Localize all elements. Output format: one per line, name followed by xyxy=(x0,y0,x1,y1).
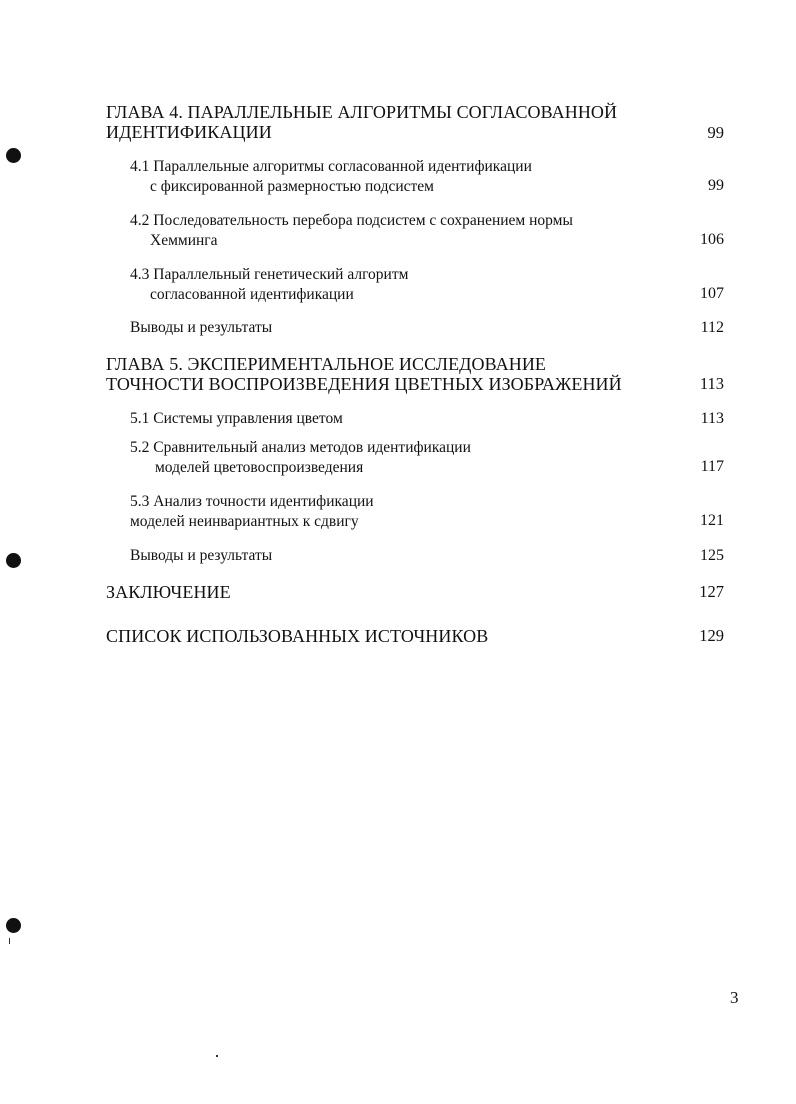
toc-conclusion-page: 127 xyxy=(699,582,724,601)
toc-section-4-2-page: 106 xyxy=(700,231,724,248)
toc-section-5-2-page: 117 xyxy=(700,458,724,475)
toc-chapter-5-title-line2: ТОЧНОСТИ ВОСПРОИЗВЕДЕНИЯ ЦВЕТНЫХ ИЗОБРАЖЕНИЙ xyxy=(106,374,622,394)
scan-speck xyxy=(9,938,10,944)
scan-speck xyxy=(216,1055,218,1057)
toc-chapter-4-page: 99 xyxy=(707,123,724,142)
toc-references-page: 129 xyxy=(699,626,724,645)
toc-section-4-2-title-line1: 4.2 Последовательность перебора подсистем с сохранением нормы xyxy=(130,212,573,229)
punch-hole-top xyxy=(6,148,21,163)
toc-section-5-3-title-line2: моделей неинвариантных к сдвигу xyxy=(130,513,359,530)
toc-conclusions-4-page: 112 xyxy=(700,319,724,336)
toc-chapter-4-title-line2: ИДЕНТИФИКАЦИИ xyxy=(106,122,272,142)
toc-section-4-3-page: 107 xyxy=(700,285,724,302)
punch-hole-middle xyxy=(6,553,21,568)
punch-hole-bottom xyxy=(6,918,21,933)
page-number: 3 xyxy=(730,988,739,1007)
toc-conclusions-5-title: Выводы и результаты xyxy=(130,547,273,564)
toc-conclusions-5-page: 125 xyxy=(700,547,724,564)
toc-section-4-1-title-line2: с фиксированной размерностью подсистем xyxy=(150,178,434,195)
toc-section-4-1-title-line1: 4.1 Параллельные алгоритмы согласованной идентификации xyxy=(130,158,532,175)
toc-chapter-5-page: 113 xyxy=(699,374,724,393)
toc-chapter-5-title-line1: ГЛАВА 5. ЭКСПЕРИМЕНТАЛЬНОЕ ИССЛЕДОВАНИЕ xyxy=(106,354,547,374)
toc-section-4-1-page: 99 xyxy=(708,177,724,194)
toc-section-5-2-title-line2: моделей цветовоспроизведения xyxy=(155,459,364,476)
toc-conclusion-title: ЗАКЛЮЧЕНИЕ xyxy=(106,582,231,602)
toc-references-title: СПИСОК ИСПОЛЬЗОВАННЫХ ИСТОЧНИКОВ xyxy=(106,626,489,646)
toc-chapter-4-title-line1: ГЛАВА 4. ПАРАЛЛЕЛЬНЫЕ АЛГОРИТМЫ СОГЛАСОВАННОЙ xyxy=(106,102,618,122)
toc-section-5-1-page: 113 xyxy=(700,410,724,427)
toc-section-5-3-title-line1: 5.3 Анализ точности идентификации xyxy=(130,493,374,510)
toc-section-5-2-title-line1: 5.2 Сравнительный анализ методов идентификации xyxy=(130,439,471,456)
toc-section-4-3-title-line1: 4.3 Параллельный генетический алгоритм xyxy=(130,266,409,283)
toc-section-5-3-page: 121 xyxy=(700,512,724,529)
toc-section-5-1-title: 5.1 Системы управления цветом xyxy=(130,410,343,427)
toc-conclusions-4-title: Выводы и результаты xyxy=(130,319,273,336)
toc-section-4-3-title-line2: согласованной идентификации xyxy=(150,286,354,303)
toc-section-4-2-title-line2: Хемминга xyxy=(150,232,218,249)
